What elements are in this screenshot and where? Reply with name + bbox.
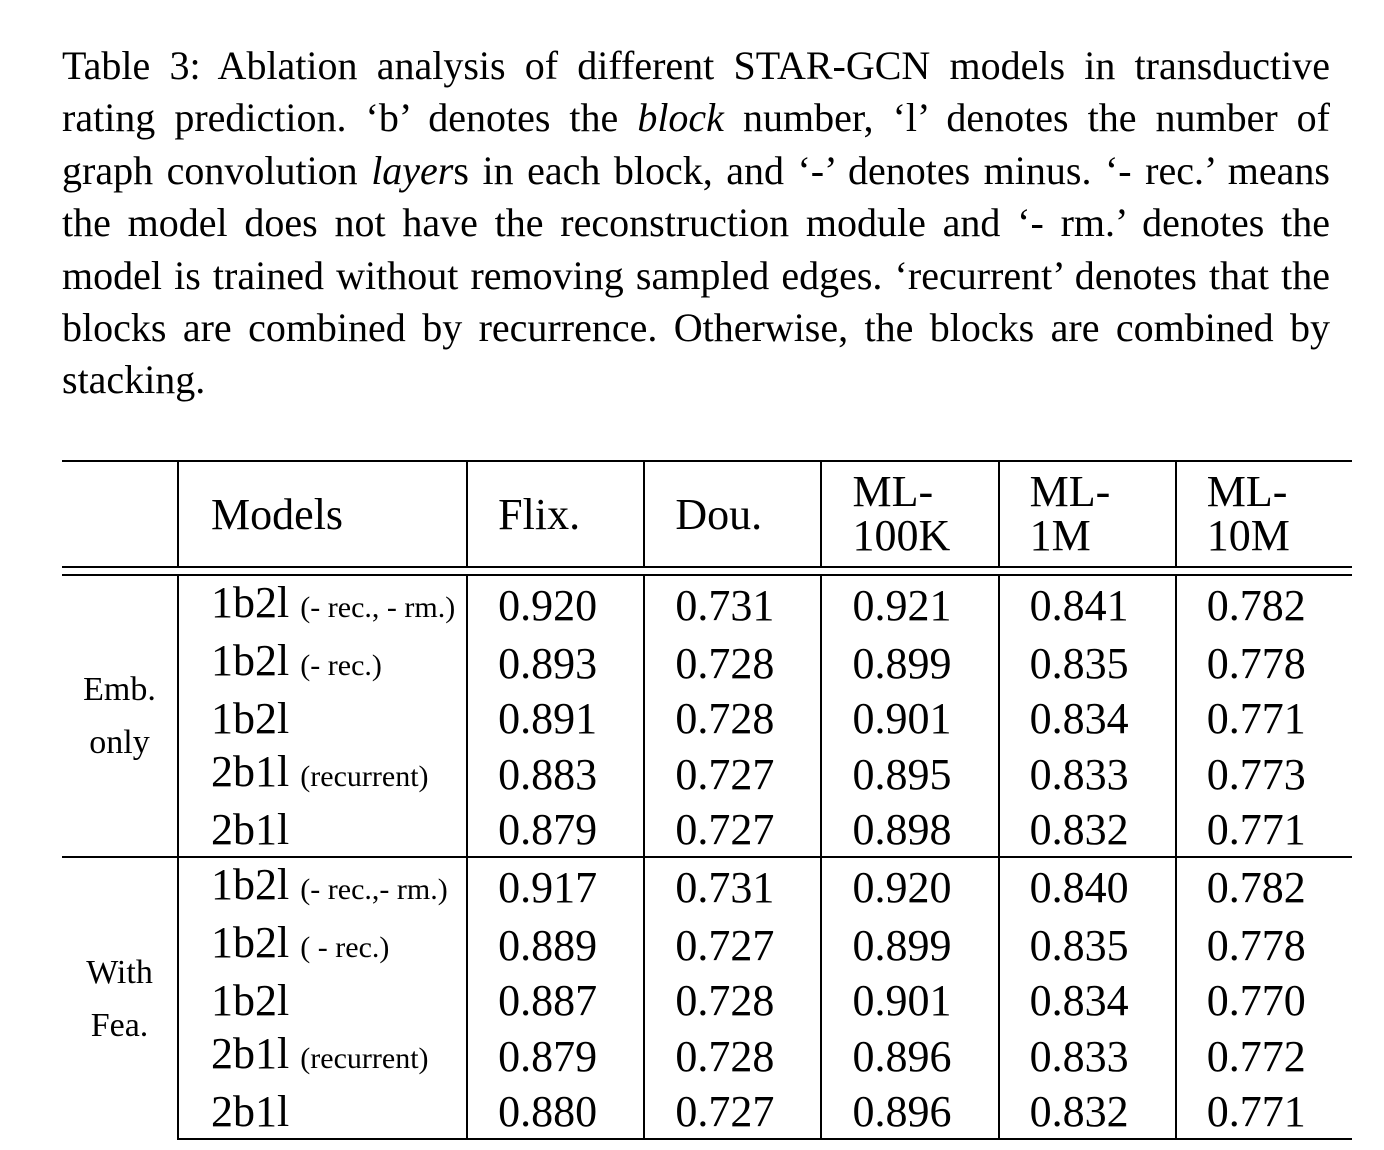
value-cell: 0.771: [1176, 803, 1352, 857]
value-cell: 0.889: [467, 916, 644, 974]
ablation-table: [62, 460, 1352, 1140]
model-cell: 1b2l (- rec., - rm.): [178, 575, 467, 634]
value-cell: 0.782: [1176, 857, 1352, 916]
value-cell: 0.840: [999, 857, 1176, 916]
value-cell: 0.773: [1176, 745, 1352, 803]
double-rule: [62, 567, 1352, 575]
value-cell: 0.896: [821, 1085, 998, 1139]
header-ml1m: ML- 1M: [999, 461, 1176, 567]
value-cell: 0.920: [821, 857, 998, 916]
value-cell: 0.727: [644, 1085, 821, 1139]
model-cell: 2b1l: [178, 1085, 467, 1139]
value-cell: 0.727: [644, 803, 821, 857]
table-row: [62, 803, 1352, 857]
value-cell: 0.833: [999, 1027, 1176, 1085]
table-row: [62, 1027, 1352, 1085]
header-group: [62, 461, 178, 567]
value-cell: 0.778: [1176, 916, 1352, 974]
value-cell: 0.899: [821, 634, 998, 692]
value-cell: 0.879: [467, 1027, 644, 1085]
value-cell: 0.731: [644, 575, 821, 634]
header-row: [62, 461, 1352, 567]
model-cell: 1b2l (- rec.,- rm.): [178, 857, 467, 916]
model-cell: 2b1l: [178, 803, 467, 857]
table-row: [62, 745, 1352, 803]
header-flix: Flix.: [467, 461, 644, 567]
model-cell: 1b2l: [178, 974, 467, 1027]
group-label: With Fea.: [62, 857, 178, 1139]
value-cell: 0.728: [644, 634, 821, 692]
value-cell: 0.727: [644, 916, 821, 974]
value-cell: 0.770: [1176, 974, 1352, 1027]
value-cell: 0.879: [467, 803, 644, 857]
header-dou: Dou.: [644, 461, 821, 567]
value-cell: 0.921: [821, 575, 998, 634]
table-row: [62, 692, 1352, 745]
value-cell: 0.901: [821, 692, 998, 745]
value-cell: 0.728: [644, 692, 821, 745]
value-cell: 0.920: [467, 575, 644, 634]
table-row: [62, 634, 1352, 692]
value-cell: 0.728: [644, 1027, 821, 1085]
value-cell: 0.832: [999, 803, 1176, 857]
header-ml100k: ML- 100K: [821, 461, 998, 567]
value-cell: 0.895: [821, 745, 998, 803]
value-cell: 0.727: [644, 745, 821, 803]
model-cell: 1b2l (- rec.): [178, 634, 467, 692]
table-row: [62, 974, 1352, 1027]
value-cell: 0.917: [467, 857, 644, 916]
table-row: [62, 916, 1352, 974]
table-row: [62, 857, 1352, 916]
group-label: Emb. only: [83, 671, 156, 761]
value-cell: 0.896: [821, 1027, 998, 1085]
value-cell: 0.893: [467, 634, 644, 692]
value-cell: 0.772: [1176, 1027, 1352, 1085]
value-cell: 0.899: [821, 916, 998, 974]
model-cell: 2b1l (recurrent): [178, 1027, 467, 1085]
value-cell: 0.833: [999, 745, 1176, 803]
value-cell: 0.835: [999, 916, 1176, 974]
value-cell: 0.841: [999, 575, 1176, 634]
value-cell: 0.834: [999, 692, 1176, 745]
table-row: [62, 1085, 1352, 1139]
value-cell: 0.771: [1176, 692, 1352, 745]
header-models: Models: [178, 461, 467, 567]
value-cell: 0.835: [999, 634, 1176, 692]
model-cell: 1b2l: [178, 692, 467, 745]
value-cell: 0.834: [999, 974, 1176, 1027]
model-cell: 2b1l (recurrent): [178, 745, 467, 803]
value-cell: 0.778: [1176, 634, 1352, 692]
value-cell: 0.891: [467, 692, 644, 745]
model-cell: 1b2l ( - rec.): [178, 916, 467, 974]
value-cell: 0.832: [999, 1085, 1176, 1139]
table-row: [62, 575, 1352, 634]
value-cell: 0.880: [467, 1085, 644, 1139]
caption-label: Table 3:: [62, 43, 201, 88]
value-cell: 0.782: [1176, 575, 1352, 634]
value-cell: 0.883: [467, 745, 644, 803]
value-cell: 0.771: [1176, 1085, 1352, 1139]
header-ml10m: ML- 10M: [1176, 461, 1352, 567]
table-caption: Table 3: Ablation analysis of different STAR-GCN models in transductive rating prediction. ‘b’ denotes the block number, ‘l’ denotes the number of graph convolution layers in each block, and ‘-’ denotes minus. ‘- rec.’ means the model does not have the reconstruction module and ‘- rm.’ denotes the model is trained without removing sampled edges. ‘recurrent’ denotes that the blocks are combined by recurrence. Otherwise, the blocks are combined by stacking.: [62, 43, 1331, 403]
value-cell: 0.728: [644, 974, 821, 1027]
value-cell: 0.898: [821, 803, 998, 857]
value-cell: 0.901: [821, 974, 998, 1027]
value-cell: 0.887: [467, 974, 644, 1027]
value-cell: 0.731: [644, 857, 821, 916]
